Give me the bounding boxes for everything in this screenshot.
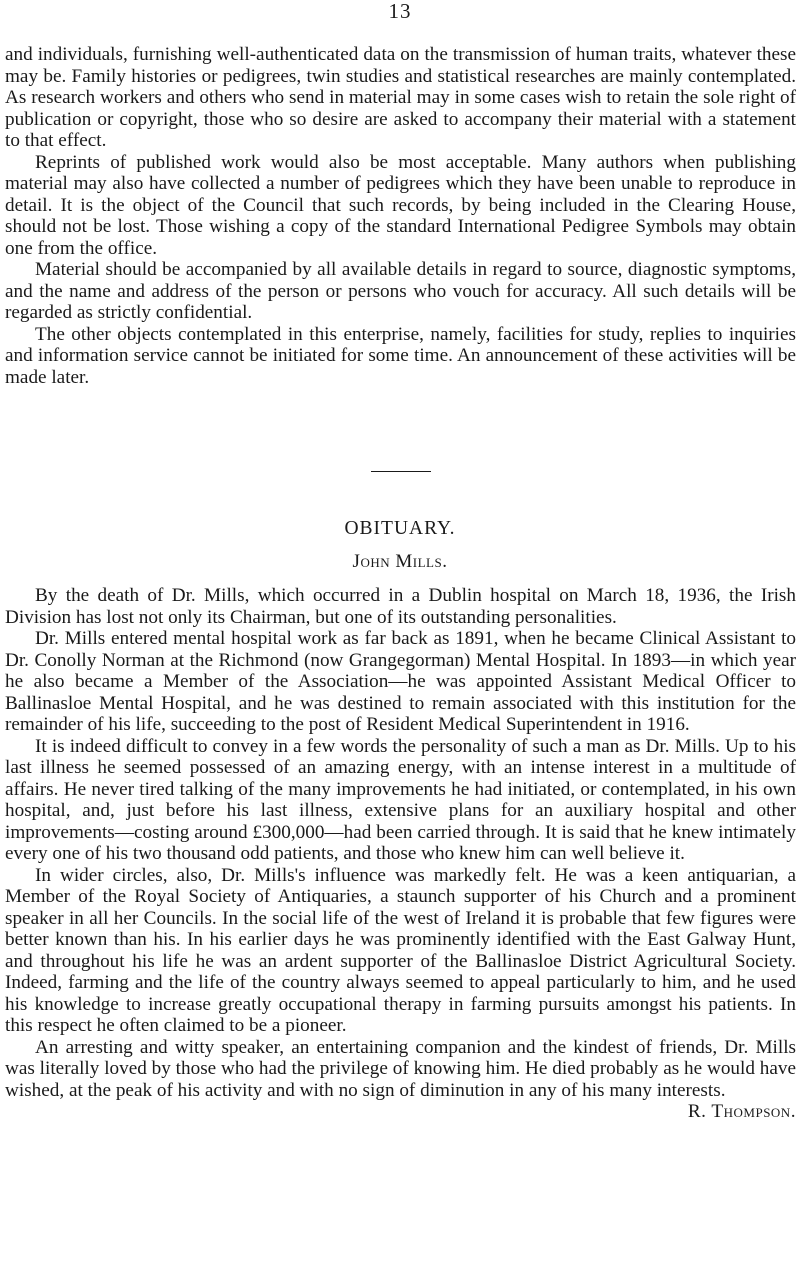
author-signature: R. Thompson. bbox=[687, 1101, 796, 1122]
obituary-paragraph: In wider circles, also, Dr. Mills's influence was markedly felt. He was a keen antiquarian, a Member of the Royal Society of Antiquaries, a staunch supporter of his Church and a prominent speaker in all her Councils. In the social life of the west of Ireland it is probable that few figures were better known than his. In his earlier days he was prominently identified with the East Galway Hunt, and throughout his life he was an ardent supporter of the Ballinasloe District Agricultural Society. Indeed, farming and the life of the country always seemed to appeal particularly to him, and he used his knowledge to increase greatly occupational therapy in farming pursuits amongst his patients. In this respect he often claimed to be a pioneer. bbox=[5, 864, 796, 1036]
obituary-paragraph: By the death of Dr. Mills, which occurred in a Dublin hospital on March 18, 1936, the Irish Division has lost not only its Chairman, but one of its outstanding personalities. bbox=[5, 585, 796, 628]
obituary-heading: OBITUARY. bbox=[344, 518, 456, 539]
obituary-paragraph-final bbox=[5, 1037, 796, 1123]
intro-paragraph: and individuals, furnishing well-authenticated data on the transmission of human traits, whatever these may be. Family histories or pedigrees, twin studies and statistical researches are mainly contemplated. As research workers and others who send in material may in some cases wish to retain the sole right of publication or copyright, those who so desire are asked to accompany their material with a statement to that effect. bbox=[5, 44, 796, 151]
intro-paragraph: The other objects contemplated in this enterprise, namely, facilities for study, replies to inquiries and information service cannot be initiated for some time. An announcement of these activities will be made later. bbox=[5, 323, 796, 388]
page-number: 13 bbox=[388, 0, 412, 23]
obituary-paragraph: It is indeed difficult to convey in a few words the personality of such a man as Dr. Mills. Up to his last illness he seemed possessed of an amazing energy, with an intense interest in a multitude of affairs. He never tired talking of the many improvements he had initiated, or contemplated, in his own hospital, and, just before his last illness, extensive plans for an auxiliary hospital and other improvements—costing around £300,000—had been carried through. It is said that he knew intimately every one of his two thousand odd patients, and those who knew him can well believe it. bbox=[5, 735, 796, 864]
intro-paragraph: Material should be accompanied by all available details in regard to source, diagnostic symptoms, and the name and address of the person or persons who vouch for accuracy. All such details will be regarded as strictly confidential. bbox=[5, 259, 796, 323]
obituary-paragraph-text: An arresting and witty speaker, an entertaining companion and the kindest of friends, Dr. Mills was literally loved by those who had the privilege of knowing him. He died probably as he would have wished, at the peak of his activity and with no sign of diminution in any of his many interests. bbox=[5, 1036, 796, 1101]
obituary-body bbox=[5, 585, 796, 1123]
section-divider bbox=[371, 471, 431, 472]
intro-paragraph: Reprints of published work would also be most acceptable. Many authors when publishing material may also have collected a number of pedigrees which they have been unable to reproduce in detail. It is the object of the Council that such records, by being included in the Clearing House, should not be lost. Those wishing a copy of the standard International Pedigree Symbols may obtain one from the office. bbox=[5, 151, 796, 259]
obituary-paragraph: Dr. Mills entered mental hospital work as far back as 1891, when he became Clinical Assistant to Dr. Conolly Norman at the Richmond (now Grangegorman) Mental Hospital. In 1893—in which year he also became a Member of the Association—he was appointed Assistant Medical Officer to Ballinasloe Mental Hospital, and he was destined to remain associated with this institution for the remainder of his life, succeeding to the post of Resident Medical Superintendent in 1916. bbox=[5, 628, 796, 735]
obituary-subject-name: John Mills. bbox=[352, 551, 448, 572]
intro-section bbox=[5, 44, 796, 388]
